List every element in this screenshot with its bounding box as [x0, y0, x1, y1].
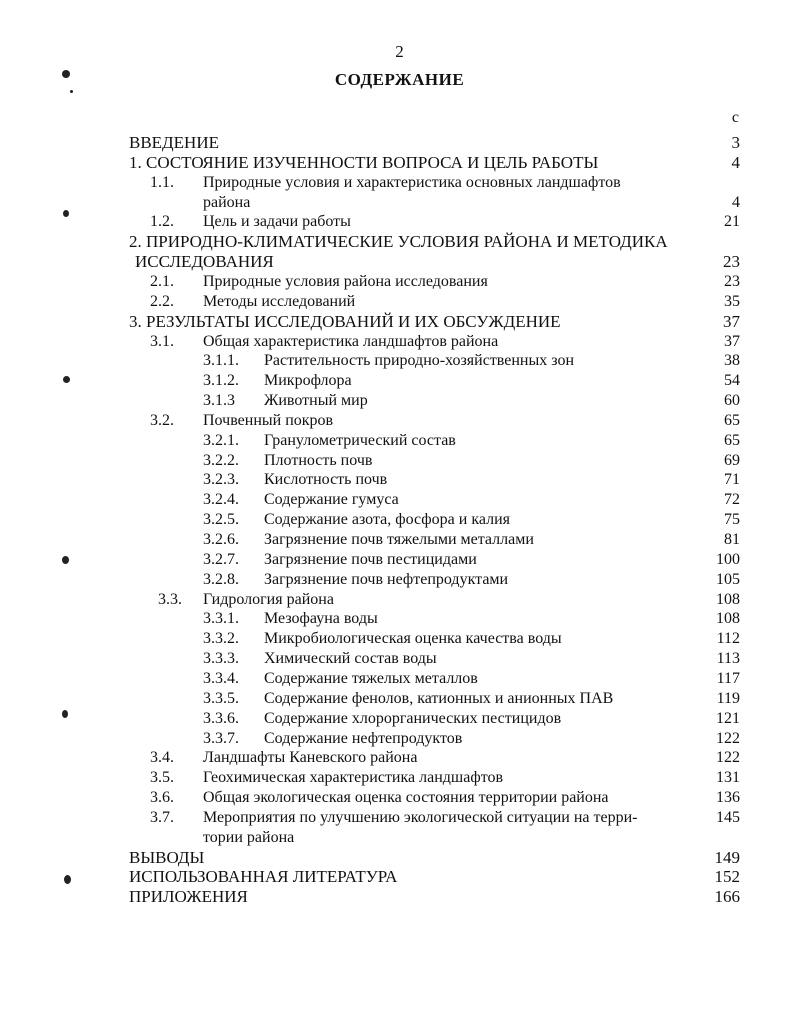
toc-entry-number: 3.3.7. [203, 729, 239, 747]
toc-row [0, 173, 799, 193]
toc-entry-number: 3.4. [150, 749, 174, 767]
toc-entry-title: Геохимическая характеристика ландшафтов [203, 769, 504, 787]
toc-entry-number: 3.3.3. [203, 650, 239, 668]
toc-entry-title: Содержание хлорорганических пестицидов [264, 709, 562, 727]
toc-page-number: 108 [716, 610, 740, 628]
toc-entry-title: Плотность почв [264, 451, 373, 469]
toc-entry-title: Методы исследований [203, 292, 356, 310]
toc-page-number: 81 [724, 531, 740, 548]
toc-page-number: 3 [731, 133, 740, 152]
page-column-label: с [731, 109, 739, 126]
scan-speck [64, 875, 71, 884]
toc-entry-title: ВВЕДЕНИЕ [129, 133, 219, 152]
toc-row [0, 292, 799, 312]
toc-entry-number: 3.2. [150, 411, 174, 429]
toc-row [0, 887, 799, 907]
toc-entry-title: Природные условия и характеристика основных ландшафтов [203, 173, 621, 191]
scan-speck [62, 70, 70, 78]
toc-entry-title: Растительность природно-хозяйственных зон [264, 352, 575, 370]
toc-page-number: 4 [732, 193, 740, 211]
toc-row [0, 629, 799, 649]
toc-entry-number: 3.6. [150, 789, 174, 807]
toc-page-number: 21 [724, 213, 740, 231]
toc-row [0, 848, 799, 868]
toc-row [0, 609, 799, 629]
page-title: СОДЕРЖАНИЕ [334, 70, 465, 89]
toc-entry-title: Содержание тяжелых металлов [264, 669, 478, 687]
toc-entry-title: Животный мир [264, 392, 368, 410]
toc-row [0, 490, 799, 510]
toc-entry-number: 3.1.1. [203, 352, 239, 370]
toc-entry-title: 1. СОСТОЯНИЕ ИЗУЧЕННОСТИ ВОПРОСА И ЦЕЛЬ РАБОТЫ [129, 152, 599, 172]
toc-entry-title: Содержание азота, фосфора и калия [264, 511, 511, 529]
toc-page-number: 60 [724, 392, 740, 410]
toc-row [0, 232, 799, 252]
toc-row [0, 193, 799, 213]
toc-entry-title: ПРИЛОЖЕНИЯ [129, 887, 248, 907]
toc-entry-title: тории района [203, 828, 295, 846]
toc-entry-title: 2. ПРИРОДНО-КЛИМАТИЧЕСКИЕ УСЛОВИЯ РАЙОНА И МЕТОДИКА [129, 232, 668, 252]
toc-page-number: 71 [724, 471, 740, 489]
scan-speck [62, 556, 69, 564]
page-number: 2 [395, 42, 404, 61]
toc-entry-number: 3.5. [150, 769, 174, 787]
toc-page-number: 4 [731, 152, 740, 172]
toc-entry-title: Содержание нефтепродуктов [264, 729, 463, 747]
toc-page-number: 117 [716, 669, 740, 687]
toc-row [0, 709, 799, 729]
toc-row [0, 669, 799, 689]
toc-page-number: 113 [716, 650, 740, 668]
toc-row [0, 828, 799, 848]
toc-page-number: 149 [714, 847, 740, 867]
toc-entry-number: 2.2. [150, 292, 174, 310]
toc-entry-title: Содержание гумуса [264, 491, 399, 509]
toc-row [0, 153, 799, 173]
toc-row [0, 272, 799, 292]
toc-row [0, 371, 799, 391]
toc-entry-title: Ландшафты Каневского района [203, 749, 418, 767]
toc-row [0, 570, 799, 590]
toc-row [0, 391, 799, 411]
toc-row [0, 689, 799, 709]
toc-entry-number: 3.3. [158, 590, 182, 608]
toc-page-number: 122 [716, 749, 740, 767]
toc-entry-number: 3.7. [150, 808, 174, 826]
toc-entry-number: 3.2.8. [203, 570, 239, 588]
toc-entry-number: 3.3.6. [203, 709, 239, 727]
toc-entry-title: Мезофауна воды [264, 610, 378, 628]
toc-row [0, 332, 799, 352]
toc-row [0, 411, 799, 431]
toc-entry-number: 2.1. [150, 272, 174, 290]
toc-entry-number: 3.2.6. [203, 531, 239, 548]
toc-entry-title: Гранулометрический состав [264, 431, 456, 449]
toc-page-number: 65 [724, 411, 740, 429]
toc-row [0, 590, 799, 610]
toc-row [0, 729, 799, 749]
toc-entry-title: Почвенный покров [203, 411, 334, 429]
toc-entry-number: 3.1. [150, 332, 174, 350]
toc-page-number: 145 [716, 808, 740, 826]
toc-row [0, 470, 799, 490]
toc-page-number: 38 [724, 352, 740, 370]
toc-entry-title: Микробиологическая оценка качества воды [264, 630, 562, 648]
toc-entry-title: Химический состав воды [264, 650, 437, 668]
toc-row [0, 550, 799, 570]
scan-speck [70, 90, 73, 93]
toc-entry-number: 3.2.3. [203, 471, 239, 489]
toc-page-number: 35 [724, 292, 740, 310]
toc-page-number: 152 [714, 867, 740, 887]
toc-entry-title: 3. РЕЗУЛЬТАТЫ ИССЛЕДОВАНИЙ И ИХ ОБСУЖДЕНИЕ [129, 311, 561, 331]
toc-page-number: 100 [716, 550, 740, 568]
toc-entry-title: Загрязнение почв тяжелыми металлами [264, 531, 534, 548]
toc-entry-number: 3.1.3 [203, 392, 235, 410]
toc-entry-title: Мероприятия по улучшению экологической ситуации на терри- [203, 808, 638, 826]
toc-entry-title: Природные условия района исследования [203, 272, 488, 290]
toc-row [0, 530, 799, 550]
toc-row [0, 788, 799, 808]
toc-page-number: 72 [724, 491, 740, 509]
toc-row [0, 768, 799, 788]
toc-row [0, 252, 799, 272]
toc-entry-number: 3.2.1. [203, 431, 239, 449]
toc-page-number: 136 [716, 789, 740, 807]
toc-entry-number: 1.2. [150, 213, 174, 231]
toc-entry-title: Кислотность почв [264, 471, 388, 489]
toc-page-number: 69 [724, 451, 740, 469]
toc-entry-title: ИСПОЛЬЗОВАННАЯ ЛИТЕРАТУРА [129, 867, 398, 887]
toc-entry-title: Содержание фенолов, катионных и анионных ПАВ [264, 689, 614, 707]
toc-row [0, 312, 799, 332]
toc-entry-number: 3.2.4. [203, 491, 239, 509]
toc-page-number: 37 [723, 311, 740, 331]
toc-entry-title: Гидрология района [203, 590, 334, 608]
toc-page-number: 121 [716, 709, 740, 727]
toc-page-number: 54 [724, 372, 740, 390]
toc-entry-title: Загрязнение почв нефтепродуктами [264, 570, 509, 588]
toc-row [0, 867, 799, 887]
toc-row [0, 748, 799, 768]
toc-page-number: 131 [716, 769, 740, 787]
toc-row [0, 133, 799, 153]
toc-entry-title: Общая экологическая оценка состояния территории района [203, 789, 609, 807]
toc-entry-title: Микрофлора [264, 372, 352, 390]
toc-entry-number: 3.3.5. [203, 689, 239, 707]
scan-speck [63, 376, 70, 383]
toc-entry-number: 3.3.2. [203, 630, 239, 648]
scan-speck [62, 710, 68, 718]
toc-row [0, 808, 799, 828]
toc-entry-number: 1.1. [150, 173, 174, 191]
toc-page-number: 122 [716, 729, 740, 747]
toc-page-number: 37 [724, 332, 740, 350]
toc-entry-title: Цель и задачи работы [203, 213, 351, 231]
scan-speck [63, 210, 69, 217]
toc-page-number: 108 [716, 590, 740, 608]
toc-entry-number: 3.1.2. [203, 372, 239, 390]
toc-page-number: 112 [716, 630, 740, 648]
toc-row [0, 212, 799, 232]
toc-page-number: 119 [716, 689, 740, 707]
toc-entry-title: ИССЛЕДОВАНИЯ [135, 252, 274, 272]
toc-page-number: 23 [723, 252, 740, 272]
toc-entry-number: 3.3.4. [203, 669, 239, 687]
toc-entry-number: 3.2.5. [203, 511, 239, 529]
toc-page-number: 75 [724, 511, 740, 529]
toc-entry-title: Загрязнение почв пестицидами [264, 550, 477, 568]
toc-row [0, 649, 799, 669]
toc-entry-number: 3.3.1. [203, 610, 239, 628]
toc-entry-number: 3.2.7. [203, 550, 239, 568]
toc-entry-title: ВЫВОДЫ [129, 847, 205, 867]
toc-row [0, 351, 799, 371]
toc-entry-title: Общая характеристика ландшафтов района [203, 332, 499, 350]
toc-entry-number: 3.2.2. [203, 451, 239, 469]
toc-page-number: 23 [724, 272, 740, 290]
toc-page-number: 65 [724, 431, 740, 449]
toc-row [0, 451, 799, 471]
toc-entry-title: района [203, 193, 251, 211]
toc-page-number: 105 [716, 570, 740, 588]
toc-row [0, 510, 799, 530]
toc-page-number: 166 [714, 887, 740, 907]
toc-row [0, 431, 799, 451]
